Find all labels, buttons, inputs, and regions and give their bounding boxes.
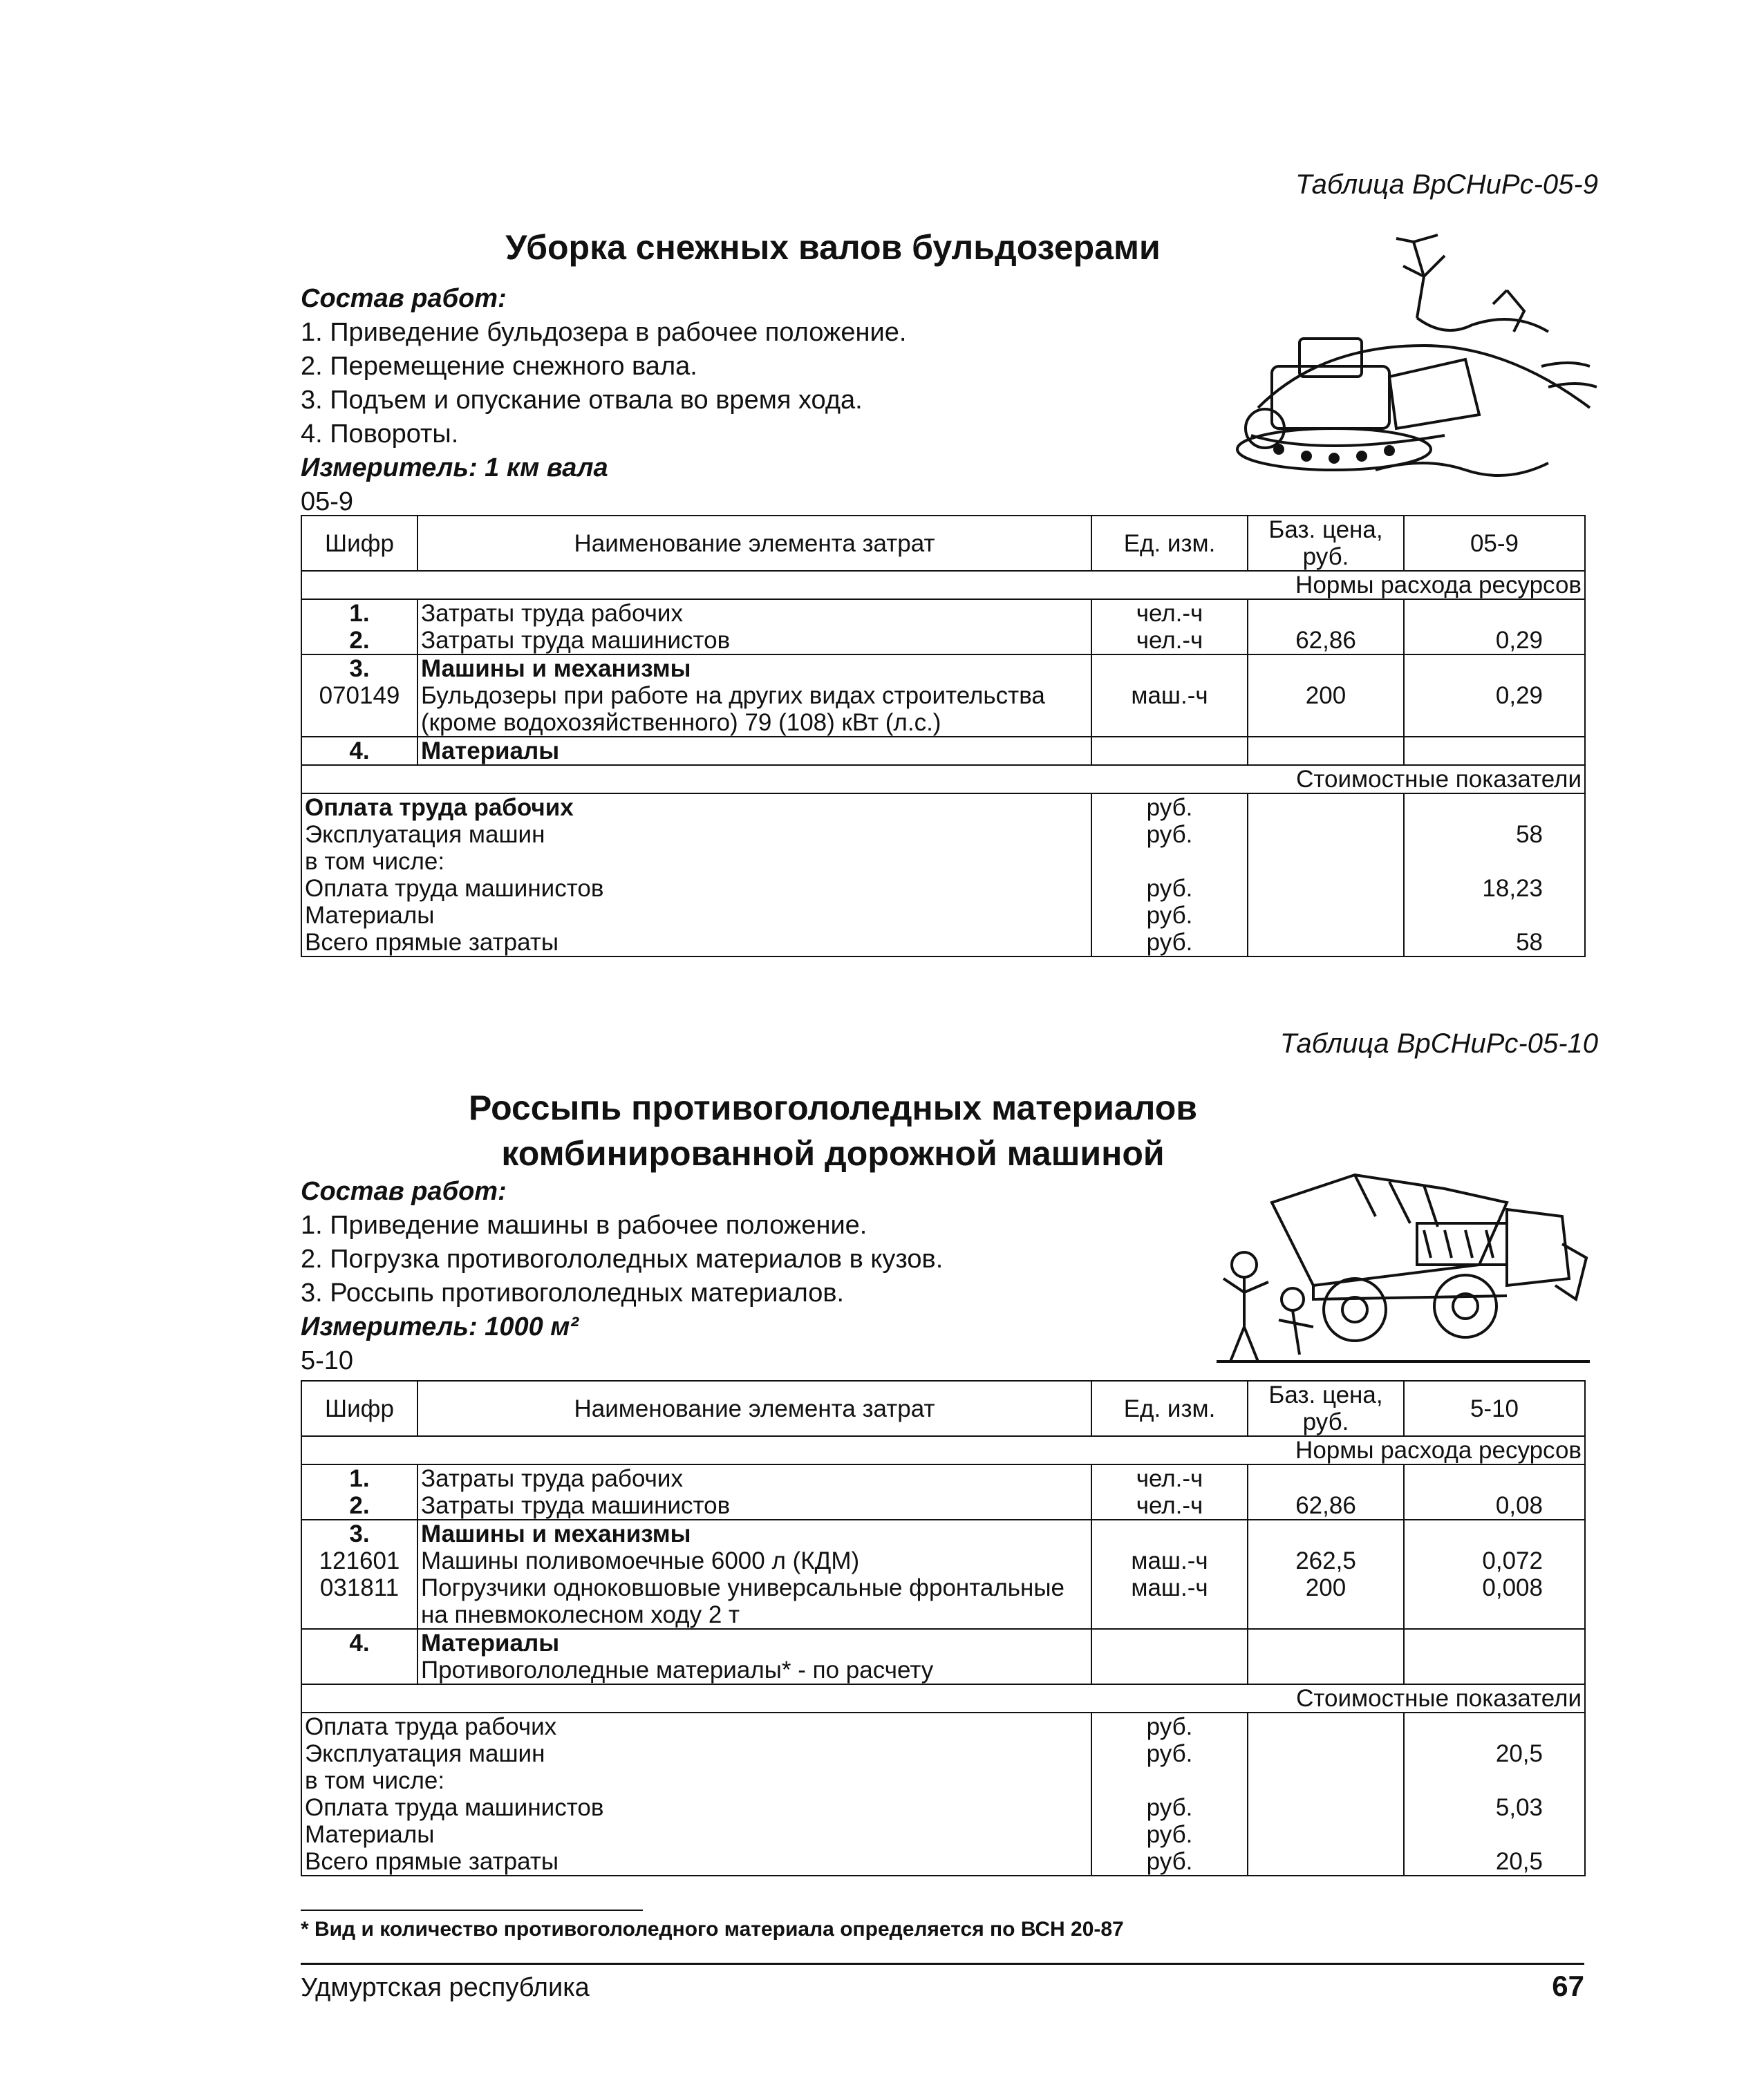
- header-code: 5-10: [1404, 1381, 1585, 1436]
- cost-row: [301, 848, 1585, 875]
- cost-name: Всего прямые затраты: [301, 1848, 1091, 1876]
- row-num: 1.: [301, 599, 417, 627]
- cost-value: 20,5: [1404, 1848, 1585, 1876]
- cost-unit: руб.: [1091, 1794, 1248, 1821]
- row-unit: маш.-ч: [1091, 1574, 1248, 1629]
- row-value: 0,29: [1404, 682, 1585, 737]
- table-row: [301, 1657, 1585, 1684]
- table1-composition: [301, 282, 906, 519]
- row-num: 2.: [301, 1492, 417, 1520]
- footer-divider: [301, 1963, 1584, 1965]
- cost-value: [1404, 1713, 1585, 1740]
- step: 1. Приведение машины в рабочее положение.: [301, 1211, 867, 1240]
- row-value: 0,29: [1404, 627, 1585, 654]
- cost-value: 58: [1404, 821, 1585, 848]
- table1-label: Таблица ВрСНиРс-05-9: [1295, 169, 1598, 200]
- cost-unit: [1091, 1767, 1248, 1794]
- table2-composition: [301, 1175, 943, 1378]
- section-code: 05-9: [301, 487, 354, 516]
- band-norms: Нормы расхода ресурсов: [301, 571, 1585, 599]
- header-unit: Ед. изм.: [1091, 1381, 1248, 1436]
- truck-illustration: [1217, 1161, 1590, 1368]
- cost-row: [301, 1794, 1585, 1821]
- cost-row: [301, 793, 1585, 821]
- row-num: 031811: [301, 1574, 417, 1629]
- table2-norms: [301, 1380, 1586, 1876]
- row-unit: маш.-ч: [1091, 682, 1248, 737]
- step: 3. Подъем и опускание отвала во время хода.: [301, 386, 863, 415]
- cost-unit: руб.: [1091, 929, 1248, 956]
- step: 4. Повороты.: [301, 420, 459, 449]
- cost-row: [301, 929, 1585, 956]
- header-unit: Ед. изм.: [1091, 516, 1248, 571]
- cost-value: [1404, 848, 1585, 875]
- cost-name: Оплата труда рабочих: [301, 793, 1091, 821]
- table-row: [301, 1464, 1585, 1492]
- composition-heading: Состав работ:: [301, 1177, 507, 1206]
- footer-region: Удмуртская республика: [301, 1973, 590, 2002]
- cost-unit: [1091, 848, 1248, 875]
- table2-title-line1: Россыпь противогололедных материалов: [468, 1088, 1198, 1127]
- header-price: Баз. цена, руб.: [1248, 1381, 1404, 1436]
- cost-unit: руб.: [1091, 1848, 1248, 1876]
- cost-row: [301, 1713, 1585, 1740]
- table1-norms: [301, 515, 1586, 957]
- row-price: 262,5: [1248, 1547, 1404, 1574]
- cost-value: [1404, 1767, 1585, 1794]
- bulldozer-illustration: [1217, 228, 1604, 518]
- table2-title: [301, 1085, 1365, 1176]
- table-row: [301, 737, 1585, 765]
- cost-name: Оплата труда машинистов: [301, 1794, 1091, 1821]
- cost-unit: руб.: [1091, 902, 1248, 929]
- cost-unit: руб.: [1091, 1821, 1248, 1848]
- cost-name: Материалы: [301, 902, 1091, 929]
- cost-value: [1404, 1821, 1585, 1848]
- cost-name: в том числе:: [301, 1767, 1091, 1794]
- row-num: 4.: [301, 737, 417, 765]
- row-value: 0,008: [1404, 1574, 1585, 1629]
- cost-name: Материалы: [301, 1821, 1091, 1848]
- cost-row: [301, 1767, 1585, 1794]
- page-number: 67: [1552, 1970, 1584, 2002]
- table-row: [301, 654, 1585, 682]
- row-value: 0,072: [1404, 1547, 1585, 1574]
- cost-row: [301, 1821, 1585, 1848]
- table-row: [301, 1574, 1585, 1629]
- cost-unit: руб.: [1091, 821, 1248, 848]
- row-unit: чел.-ч: [1091, 1492, 1248, 1520]
- row-num: 070149: [301, 682, 417, 737]
- meter: Измеритель: 1000 м²: [301, 1312, 579, 1341]
- cost-name: Эксплуатация машин: [301, 1740, 1091, 1767]
- row-name: Погрузчики одноковшовые универсальные фронтальные на пневмоколесном ходу 2 т: [417, 1574, 1091, 1629]
- cost-name: Оплата труда машинистов: [301, 875, 1091, 902]
- table-row: [301, 1629, 1585, 1657]
- row-name: Материалы: [417, 1629, 1091, 1657]
- cost-unit: руб.: [1091, 793, 1248, 821]
- footnote: * Вид и количество противогололедного материала определяется по ВСН 20-87: [301, 1918, 1124, 1941]
- row-value: 0,08: [1404, 1492, 1585, 1520]
- row-num: 4.: [301, 1629, 417, 1657]
- table-row: [301, 599, 1585, 627]
- table-row: [301, 1520, 1585, 1547]
- band-costs: Стоимостные показатели: [301, 765, 1585, 793]
- row-name: Машины и механизмы: [417, 654, 1091, 682]
- row-name: Машины и механизмы: [417, 1520, 1091, 1547]
- header-name: Наименование элемента затрат: [417, 1381, 1091, 1436]
- band-costs: Стоимостные показатели: [301, 1684, 1585, 1713]
- cost-unit: руб.: [1091, 1740, 1248, 1767]
- row-unit: маш.-ч: [1091, 1547, 1248, 1574]
- step: 2. Погрузка противогололедных материалов в кузов.: [301, 1245, 944, 1274]
- row-name: Затраты труда рабочих: [417, 599, 1091, 627]
- cost-row: [301, 1848, 1585, 1876]
- row-name: Затраты труда машинистов: [417, 1492, 1091, 1520]
- header-code: 05-9: [1404, 516, 1585, 571]
- table-row: [301, 1547, 1585, 1574]
- cost-name: в том числе:: [301, 848, 1091, 875]
- cost-unit: руб.: [1091, 1713, 1248, 1740]
- header-cipher: Шифр: [301, 516, 417, 571]
- row-name: Материалы: [417, 737, 1091, 765]
- row-num: 3.: [301, 654, 417, 682]
- row-num: 3.: [301, 1520, 417, 1547]
- table-row: [301, 1492, 1585, 1520]
- row-name: Затраты труда рабочих: [417, 1464, 1091, 1492]
- cost-name: Оплата труда рабочих: [301, 1713, 1091, 1740]
- row-price: 62,86: [1248, 627, 1404, 654]
- row-num: 121601: [301, 1547, 417, 1574]
- header-price: Баз. цена, руб.: [1248, 516, 1404, 571]
- cost-row: [301, 821, 1585, 848]
- step: 2. Перемещение снежного вала.: [301, 352, 697, 381]
- row-name: Противогололедные материалы* - по расчету: [417, 1657, 1091, 1684]
- table2-title-line2: комбинированной дорожной машиной: [501, 1134, 1165, 1173]
- band-norms: Нормы расхода ресурсов: [301, 1436, 1585, 1464]
- cost-value: 20,5: [1404, 1740, 1585, 1767]
- footnote-divider: [301, 1910, 643, 1911]
- row-unit: чел.-ч: [1091, 1464, 1248, 1492]
- row-unit: чел.-ч: [1091, 627, 1248, 654]
- cost-unit: руб.: [1091, 875, 1248, 902]
- meter: Измеритель: 1 км вала: [301, 453, 608, 482]
- row-price: 200: [1248, 682, 1404, 737]
- row-price: [1248, 1464, 1404, 1492]
- cost-value: 18,23: [1404, 875, 1585, 902]
- cost-value: 5,03: [1404, 1794, 1585, 1821]
- row-name: Бульдозеры при работе на других видах строительства (кроме водохозяйственного) 79 (108) кВт (л.с.): [417, 682, 1091, 737]
- row-name: Затраты труда машинистов: [417, 627, 1091, 654]
- row-value: [1404, 1464, 1585, 1492]
- header-cipher: Шифр: [301, 1381, 417, 1436]
- cost-row: [301, 875, 1585, 902]
- cost-name: Всего прямые затраты: [301, 929, 1091, 956]
- row-value: [1404, 599, 1585, 627]
- row-num: 2.: [301, 627, 417, 654]
- header-name: Наименование элемента затрат: [417, 516, 1091, 571]
- row-price: 200: [1248, 1574, 1404, 1629]
- cost-value: [1404, 793, 1585, 821]
- cost-value: 58: [1404, 929, 1585, 956]
- cost-row: [301, 1740, 1585, 1767]
- row-price: [1248, 599, 1404, 627]
- table1-title: Уборка снежных валов бульдозерами: [505, 228, 1161, 267]
- step: 1. Приведение бульдозера в рабочее положение.: [301, 318, 907, 347]
- step: 3. Россыпь противогололедных материалов.: [301, 1279, 845, 1308]
- section-code: 5-10: [301, 1346, 354, 1375]
- table-row: [301, 627, 1585, 654]
- table2-label: Таблица ВрСНиРс-05-10: [1279, 1028, 1598, 1059]
- table-row: [301, 682, 1585, 737]
- row-price: 62,86: [1248, 1492, 1404, 1520]
- cost-value: [1404, 902, 1585, 929]
- cost-row: [301, 902, 1585, 929]
- row-name: Машины поливомоечные 6000 л (КДМ): [417, 1547, 1091, 1574]
- composition-heading: Состав работ:: [301, 284, 507, 313]
- row-num: 1.: [301, 1464, 417, 1492]
- row-unit: чел.-ч: [1091, 599, 1248, 627]
- cost-name: Эксплуатация машин: [301, 821, 1091, 848]
